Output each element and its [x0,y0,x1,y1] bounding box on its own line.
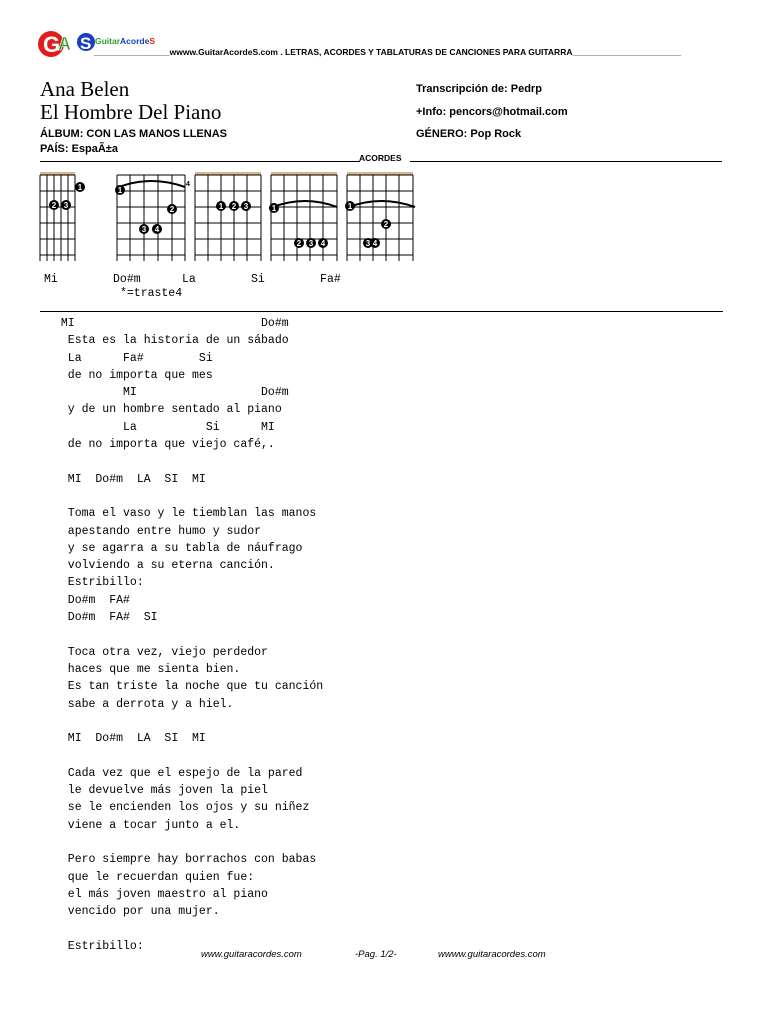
chord-diagram-si [269,171,339,263]
lyric-line: de no importa que mes [54,368,213,382]
svg-text:1: 1 [117,186,123,195]
svg-text:1: 1 [218,202,224,211]
svg-text:3: 3 [63,201,69,210]
chord-names-row: Mi Do#m La Si Fa# [44,273,341,286]
lyric-line: MI Do#m LA SI MI [54,472,206,486]
svg-text:G: G [43,32,61,57]
lyric-line [54,713,323,730]
chord-diagram-fa-sharp [345,171,415,263]
divider [410,161,722,162]
page-number: -Pag. 1/2- [355,949,397,960]
genre: GÉNERO: Pop Rock [416,128,522,140]
svg-text:4: 4 [320,239,326,248]
lyric-line: MI Do#m [54,317,289,330]
lyric-line: haces que me sienta bien. [54,662,241,676]
lyric-line: el más joven maestro al piano [54,887,268,901]
lyric-line: sabe a derrota y a hiel. [54,697,234,711]
artist-name: Ana Belen [40,77,130,101]
country: PAÍS: EspaÃ±a [40,143,118,155]
svg-text:2: 2 [51,201,57,210]
lyric-line: Cada vez que el espejo de la pared [54,766,303,780]
svg-text:A: A [58,34,71,54]
lyric-line: vencido por una mujer. [54,905,220,919]
lyric-line: Esta es la historia de un sábado [54,334,289,348]
svg-text:4: 4 [186,181,190,188]
capo-note: *=traste4 [120,287,183,300]
lyric-line: se le encienden los ojos y su niñez [54,801,310,815]
svg-text:2: 2 [383,220,389,229]
svg-text:4: 4 [372,239,378,248]
contact-info[interactable]: +Info: pencors@hotmail.com [416,106,568,118]
lyric-line: Do#m FA# SI [54,611,158,625]
lyric-line [54,453,323,470]
svg-text:2: 2 [231,202,237,211]
lyric-line: y de un hombre sentado al piano [54,403,282,417]
svg-text:3: 3 [243,202,249,211]
lyric-line [54,747,323,764]
lyric-line: La Fa# Si [54,351,213,365]
svg-text:2: 2 [169,205,175,214]
album-name: ÁLBUM: CON LAS MANOS LLENAS [40,128,227,140]
lyric-line: Pero siempre hay borrachos con babas [54,853,317,867]
svg-text:1: 1 [347,202,353,211]
lyric-line: volviendo a su eterna canción. [54,559,275,573]
lyric-line: de no importa que viejo café,. [54,438,275,452]
lyric-line: Do#m FA# [54,593,130,607]
lyric-line [54,834,323,851]
lyric-line [54,626,323,643]
lyric-line: y se agarra a su tabla de náufrago [54,541,303,555]
lyric-line: MI Do#m LA SI MI [54,732,206,746]
footer-url-left[interactable]: www.guitaracordes.com [201,949,302,960]
svg-text:3: 3 [141,225,147,234]
lyric-line: Estribillo: [54,576,144,590]
lyric-line: le devuelve más joven la piel [54,784,268,798]
song-title: El Hombre Del Piano [40,100,222,124]
chord-diagram-do-sharp-m [115,171,190,263]
transcription-credit: Transcripción de: Pedrp [416,83,542,95]
svg-text:4: 4 [154,225,160,234]
lyric-line [54,920,323,937]
lyric-line: Estribillo: [54,939,144,953]
chords-section-label: ACORDES [359,153,402,163]
lyric-line: MI Do#m [54,386,289,400]
svg-text:S: S [80,34,92,53]
site-tagline[interactable]: ________________wwww.GuitarAcordeS.com . LETRAS, ACORDES Y TABLATURAS DE CANCIONES PARA GUITARRA_______________________ [94,47,682,57]
chord-diagram-mi [38,171,108,263]
svg-text:2: 2 [296,239,302,248]
lyric-line: apestando entre humo y sudor [54,524,262,538]
svg-text:1: 1 [77,183,83,192]
lyrics-block [54,315,323,955]
lyric-line: Es tan triste la noche que tu canción [54,680,324,694]
svg-text:3: 3 [365,239,371,248]
divider [40,311,723,312]
lyric-line: que le recuerdan quien fue: [54,870,255,884]
lyric-line: viene a tocar junto a el. [54,818,241,832]
svg-text:3: 3 [308,239,314,248]
lyric-line [54,488,323,505]
chord-diagram-la [193,171,263,263]
lyric-line: La Si MI [54,420,275,434]
footer-url-right[interactable]: wwww.guitaracordes.com [438,949,546,960]
lyric-line: Toca otra vez, viejo perdedor [54,645,268,659]
logo-text: GuitarAcordeS [95,36,155,46]
svg-text:1: 1 [271,204,277,213]
lyric-line: Toma el vaso y le tiemblan las manos [54,507,317,521]
divider [40,161,360,162]
